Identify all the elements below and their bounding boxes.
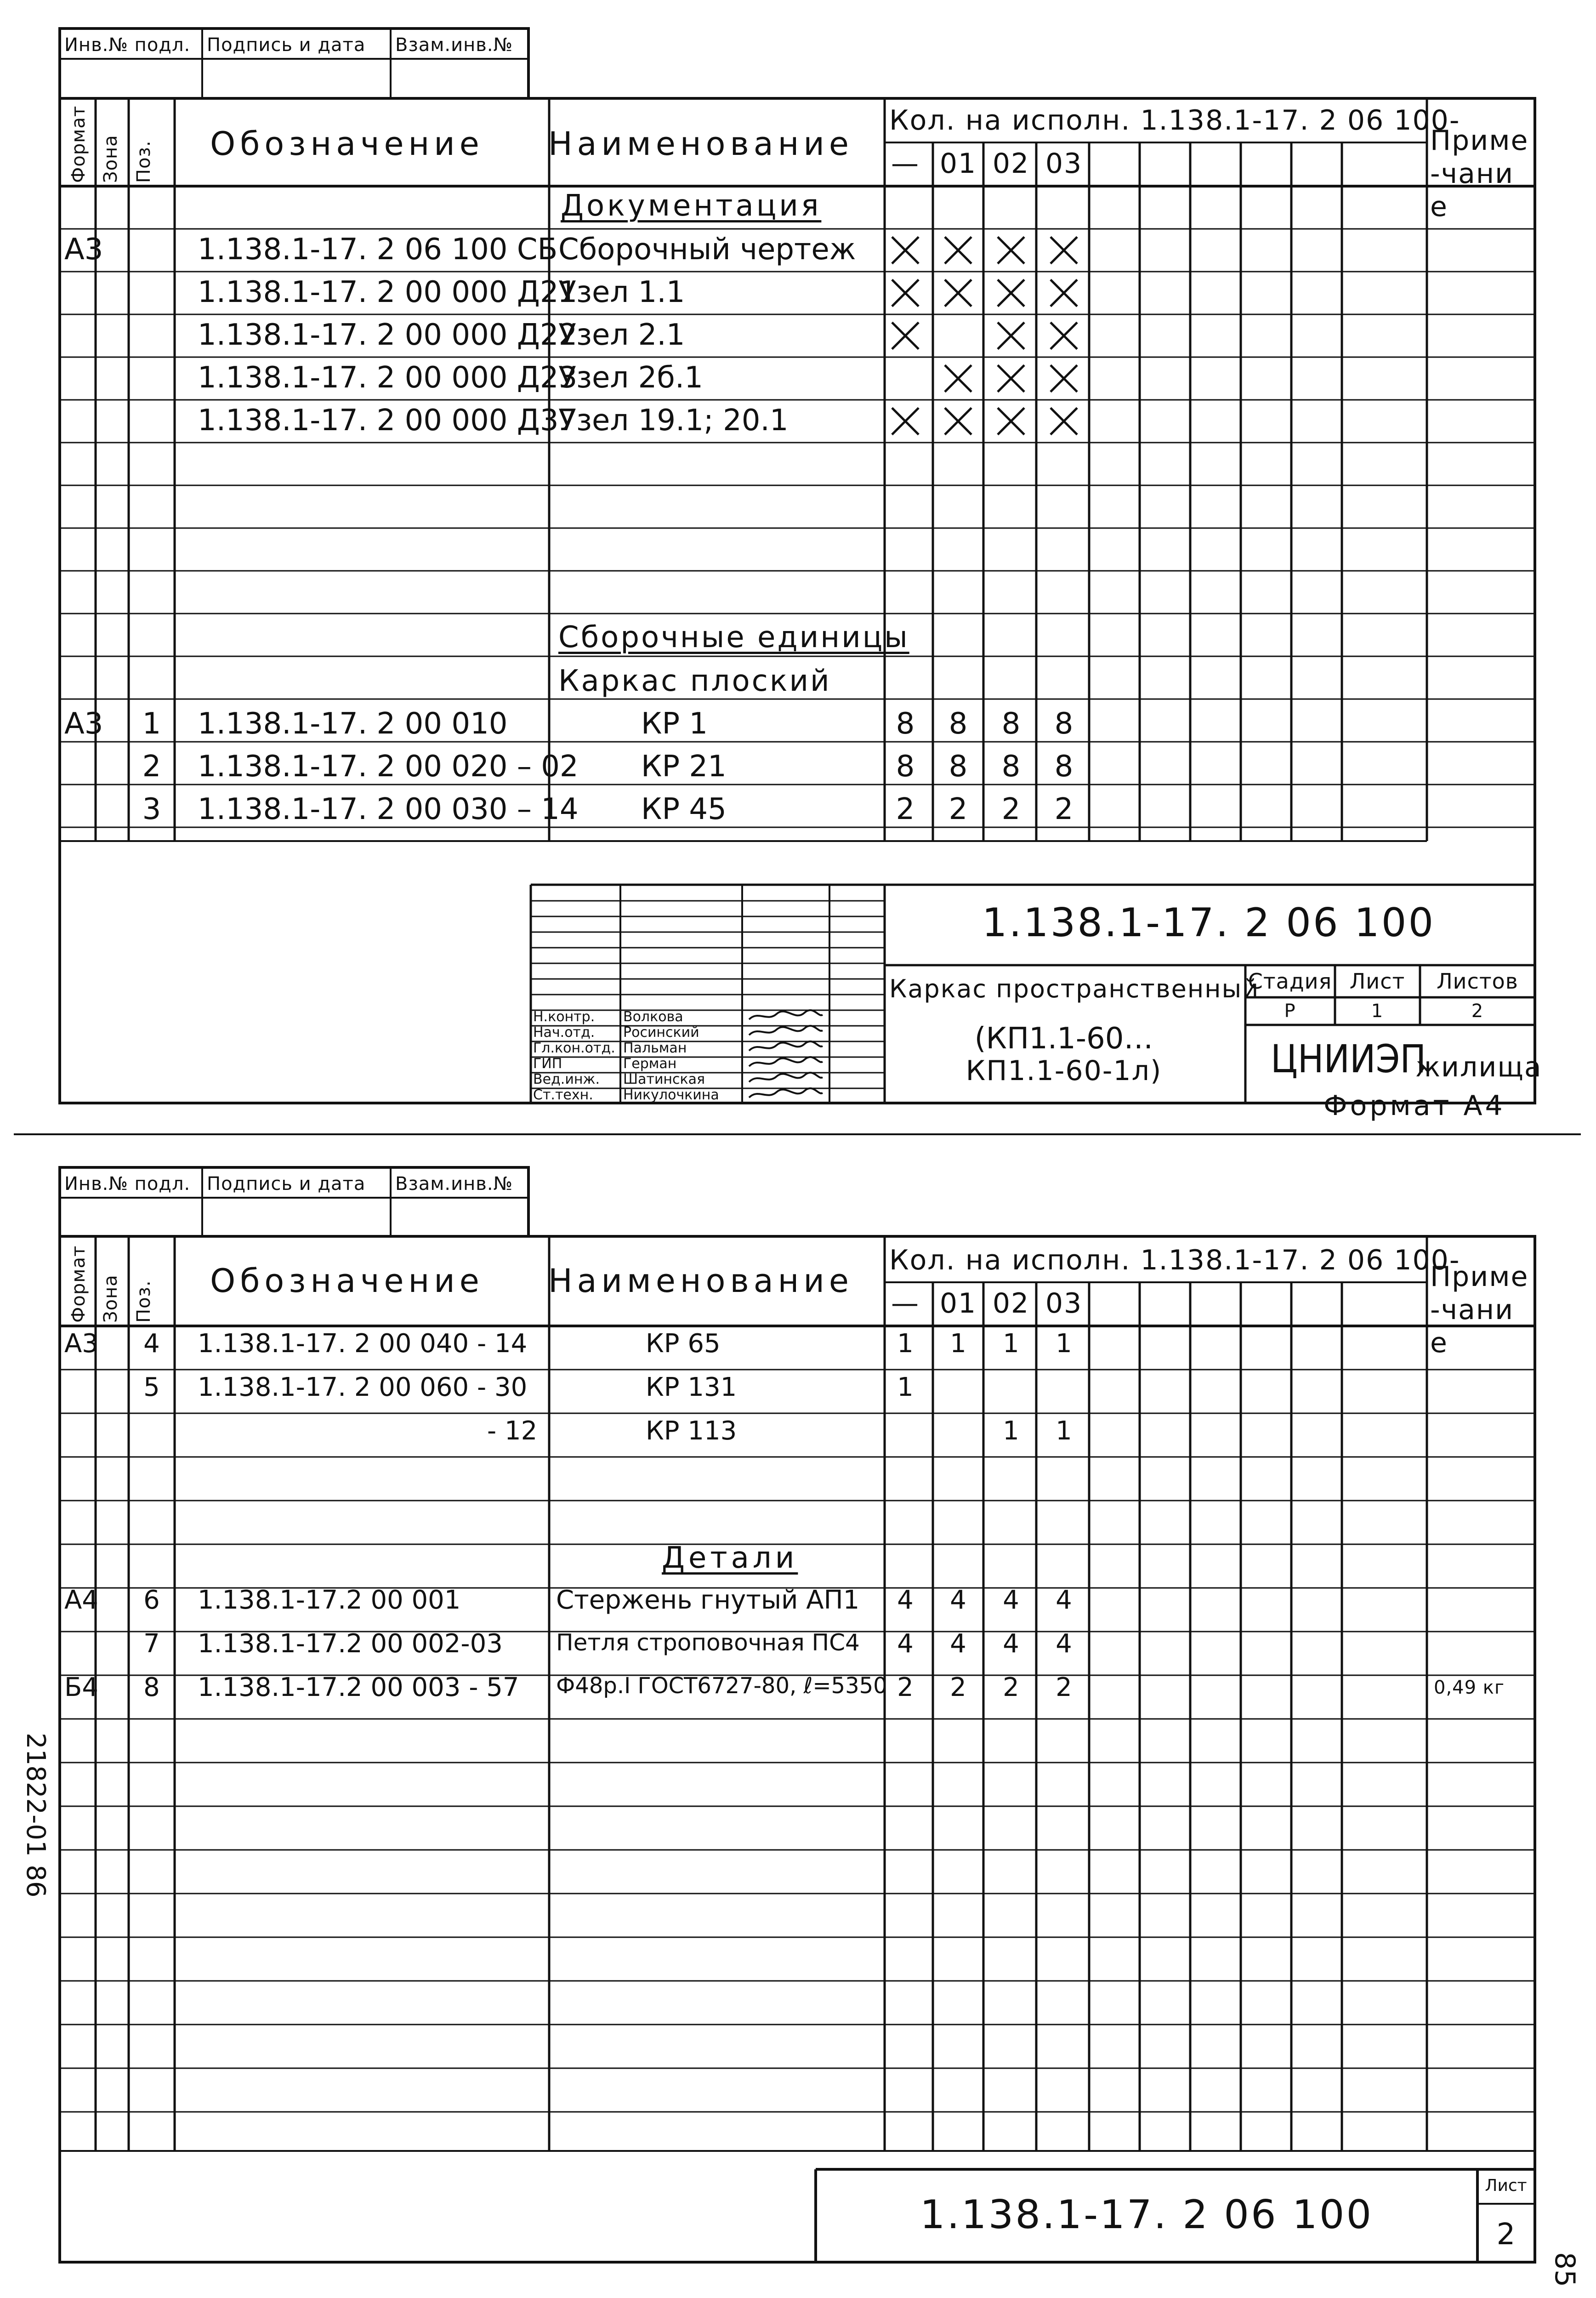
unit-row-name: КР 131 bbox=[646, 1372, 737, 1402]
section-details: Детали bbox=[662, 1541, 798, 1575]
cross-mark-icon bbox=[1048, 234, 1080, 267]
header-name: Наименование bbox=[548, 125, 853, 163]
cross-mark-icon bbox=[942, 234, 974, 267]
title-block-sheets-label: Листов bbox=[1437, 969, 1518, 994]
signature-role: ГИП bbox=[533, 1056, 562, 1072]
doc-row-name: Узел 2.1 bbox=[558, 318, 685, 352]
cross-mark-icon bbox=[995, 277, 1027, 309]
handwritten-signature-icon bbox=[744, 1008, 827, 1024]
title-block-sheet-label: Лист bbox=[1485, 2176, 1527, 2195]
unit-row-qty: 1 bbox=[1003, 1329, 1019, 1359]
cross-mark-icon bbox=[889, 277, 921, 309]
doc-row-designation: 1.138.1-17. 2 00 000 Д21 bbox=[198, 275, 578, 309]
handwritten-signature-icon bbox=[744, 1040, 827, 1055]
stamp-inv-label: Инв.№ подл. bbox=[64, 1173, 191, 1195]
header-designation: Обозначение bbox=[210, 1262, 484, 1300]
title-block-code: 1.138.1-17. 2 06 100 bbox=[982, 900, 1436, 946]
cross-mark-icon bbox=[1048, 320, 1080, 352]
header-note: Приме-чание bbox=[1430, 125, 1529, 223]
cross-mark-icon bbox=[942, 363, 974, 395]
header-variant-01: 01 bbox=[939, 148, 977, 180]
detail-row-qty: 4 bbox=[1056, 1629, 1072, 1659]
signature-name: Волкова bbox=[623, 1009, 683, 1025]
title-block-title-line2: (КП1.1-60… bbox=[974, 1022, 1153, 1056]
signature-name: Росинский bbox=[623, 1024, 699, 1041]
section-flat-frame: Каркас плоский bbox=[558, 664, 831, 698]
cross-mark-icon bbox=[995, 363, 1027, 395]
unit-row-qty: 8 bbox=[1001, 707, 1021, 741]
unit-row-qty: 1 bbox=[897, 1372, 914, 1402]
cross-mark-icon bbox=[889, 234, 921, 267]
doc-row-designation: 1.138.1-17. 2 00 000 Д22 bbox=[198, 318, 578, 352]
detail-row-qty: 4 bbox=[1056, 1585, 1072, 1615]
unit-row-designation: 1.138.1-17. 2 00 060 - 30 bbox=[198, 1372, 528, 1402]
title-block-stage-label: Стадия bbox=[1248, 969, 1332, 994]
unit-row-qty: 8 bbox=[1001, 750, 1021, 784]
title-block-sheets: 2 bbox=[1471, 1001, 1484, 1022]
title-block-org-suffix: жилища bbox=[1415, 1051, 1542, 1083]
page-number: 85 bbox=[1549, 2252, 1581, 2287]
cross-mark-icon bbox=[889, 405, 921, 438]
unit-row-designation: 1.138.1-17. 2 00 030 – 14 bbox=[198, 792, 579, 826]
header-pos: Поз. bbox=[133, 1280, 154, 1323]
handwritten-signature-icon bbox=[744, 1055, 827, 1071]
header-pos: Поз. bbox=[133, 140, 154, 183]
cross-mark-icon bbox=[995, 405, 1027, 438]
unit-row-designation: 1.138.1-17. 2 00 040 - 14 bbox=[198, 1329, 528, 1359]
doc-row-name: Узел 19.1; 20.1 bbox=[558, 404, 789, 438]
title-block-sheet: 1 bbox=[1371, 1001, 1384, 1022]
header-variant-02: 02 bbox=[992, 148, 1030, 180]
detail-row-qty: 2 bbox=[1003, 1672, 1019, 1702]
unit-row-format: А3 bbox=[64, 707, 103, 741]
unit-row-name: КР 1 bbox=[641, 707, 708, 741]
unit-row-designation: 1.138.1-17. 2 00 020 – 02 bbox=[198, 750, 579, 784]
format-label: Формат А4 bbox=[1323, 1090, 1505, 1122]
unit-row-qty: 8 bbox=[949, 707, 968, 741]
signature-name: Шатинская bbox=[623, 1071, 705, 1087]
doc-row-name: Узел 2б.1 bbox=[558, 361, 703, 395]
unit-row-qty: 2 bbox=[949, 792, 968, 826]
cross-mark-icon bbox=[1048, 277, 1080, 309]
title-block-title-line3: КП1.1-60-1л) bbox=[966, 1055, 1162, 1087]
unit-row-qty: 1 bbox=[1056, 1416, 1072, 1446]
unit-row-qty: 1 bbox=[1003, 1416, 1019, 1446]
header-variant-base: — bbox=[891, 1287, 920, 1320]
unit-row-qty: 8 bbox=[1054, 707, 1073, 741]
unit-row-pos: 2 bbox=[142, 750, 161, 784]
header-variant-base: — bbox=[891, 148, 920, 180]
header-variant-03: 03 bbox=[1045, 148, 1083, 180]
doc-row-name: Узел 1.1 bbox=[558, 275, 685, 309]
unit-row-name: КР 65 bbox=[646, 1329, 721, 1359]
detail-row-name: Петля строповочная ПС4 bbox=[556, 1629, 860, 1656]
header-note: Приме-чание bbox=[1430, 1261, 1529, 1359]
cross-mark-icon bbox=[1048, 363, 1080, 395]
unit-row-format: А3 bbox=[64, 1329, 98, 1359]
detail-row-name: Стержень гнутый АП1 bbox=[556, 1585, 860, 1615]
unit-row-name: КР 113 bbox=[646, 1416, 737, 1446]
header-zone: Зона bbox=[100, 135, 121, 183]
handwritten-signature-icon bbox=[744, 1024, 827, 1040]
unit-row-qty: 2 bbox=[1001, 792, 1021, 826]
header-format: Формат bbox=[68, 1245, 89, 1323]
doc-row-name: Сборочный чертеж bbox=[558, 233, 856, 267]
header-qty-title: Кол. на исполн. 1.138.1-17. 2 06 100- bbox=[889, 104, 1460, 137]
title-block-stage: Р bbox=[1284, 1001, 1296, 1022]
signature-role: Нач.отд. bbox=[533, 1024, 595, 1041]
detail-row-pos: 8 bbox=[143, 1672, 160, 1702]
detail-row-designation: 1.138.1-17.2 00 003 - 57 bbox=[198, 1672, 519, 1702]
unit-row-qty: 8 bbox=[896, 750, 915, 784]
doc-row-designation: 1.138.1-17. 2 00 000 Д23 bbox=[198, 361, 578, 395]
stamp-sign-label: Подпись и дата bbox=[207, 34, 366, 56]
stamp-sign-label: Подпись и дата bbox=[207, 1173, 366, 1195]
title-block-title-line1: Каркас пространственный bbox=[889, 974, 1260, 1003]
unit-row-name: КР 45 bbox=[641, 792, 727, 826]
unit-row-pos: 3 bbox=[142, 792, 161, 826]
title-block-code: 1.138.1-17. 2 06 100 bbox=[920, 2192, 1374, 2238]
handwritten-signature-icon bbox=[744, 1086, 827, 1102]
detail-row-qty: 4 bbox=[897, 1629, 914, 1659]
detail-row-qty: 4 bbox=[950, 1585, 966, 1615]
handwritten-signature-icon bbox=[744, 1071, 827, 1086]
header-format: Формат bbox=[68, 105, 89, 183]
detail-row-designation: 1.138.1-17.2 00 001 bbox=[198, 1585, 461, 1615]
unit-row-pos: 4 bbox=[143, 1329, 160, 1359]
header-variant-03: 03 bbox=[1045, 1287, 1083, 1320]
detail-row-designation: 1.138.1-17.2 00 002-03 bbox=[198, 1629, 503, 1659]
detail-row-qty: 4 bbox=[897, 1585, 914, 1615]
detail-row-format: А4 bbox=[64, 1585, 98, 1615]
unit-row-designation: 1.138.1-17. 2 00 010 bbox=[198, 707, 508, 741]
unit-row-qty: 8 bbox=[896, 707, 915, 741]
unit-row-qty: 2 bbox=[896, 792, 915, 826]
signature-role: Вед.инж. bbox=[533, 1071, 600, 1087]
cross-mark-icon bbox=[942, 405, 974, 438]
unit-row-name: КР 21 bbox=[641, 750, 727, 784]
margin-stamp: 21822-01 86 bbox=[21, 1733, 51, 1898]
unit-row-qty: 1 bbox=[950, 1329, 966, 1359]
signature-name: Герман bbox=[623, 1056, 677, 1072]
detail-row-format: Б4 bbox=[64, 1672, 99, 1702]
detail-row-pos: 6 bbox=[143, 1585, 160, 1615]
cross-mark-icon bbox=[995, 320, 1027, 352]
title-block-org: ЦНИИЭП bbox=[1271, 1036, 1426, 1081]
title-block-sheet: 2 bbox=[1496, 2218, 1516, 2252]
unit-row-designation: - 12 bbox=[487, 1416, 538, 1446]
unit-row-qty: 1 bbox=[897, 1329, 914, 1359]
signature-role: Гл.кон.отд. bbox=[533, 1040, 615, 1056]
doc-row-designation: 1.138.1-17. 2 00 000 Д37 bbox=[198, 404, 578, 438]
unit-row-qty: 2 bbox=[1054, 792, 1073, 826]
header-variant-02: 02 bbox=[992, 1287, 1030, 1320]
cross-mark-icon bbox=[995, 234, 1027, 267]
cross-mark-icon bbox=[889, 320, 921, 352]
stamp-inv-label: Инв.№ подл. bbox=[64, 34, 191, 56]
header-zone: Зона bbox=[100, 1274, 121, 1323]
detail-row-qty: 4 bbox=[950, 1629, 966, 1659]
unit-row-pos: 1 bbox=[142, 707, 161, 741]
unit-row-pos: 5 bbox=[143, 1372, 160, 1402]
signature-role: Ст.техн. bbox=[533, 1087, 593, 1103]
title-block-sheet-label: Лист bbox=[1349, 969, 1405, 994]
section-assembly-units: Сборочные единицы bbox=[558, 620, 909, 654]
stamp-replace-label: Взам.инв.№ bbox=[395, 34, 513, 56]
signature-name: Пальман bbox=[623, 1040, 687, 1056]
section-documentation: Документация bbox=[561, 189, 822, 223]
unit-row-qty: 8 bbox=[949, 750, 968, 784]
header-designation: Обозначение bbox=[210, 125, 484, 163]
doc-row-format: А3 bbox=[64, 233, 103, 267]
detail-row-qty: 2 bbox=[950, 1672, 966, 1702]
header-qty-title: Кол. на исполн. 1.138.1-17. 2 06 100- bbox=[889, 1244, 1460, 1276]
detail-row-qty: 4 bbox=[1003, 1585, 1019, 1615]
unit-row-qty: 8 bbox=[1054, 750, 1073, 784]
detail-row-qty: 2 bbox=[1056, 1672, 1072, 1702]
cross-mark-icon bbox=[942, 277, 974, 309]
signature-role: Н.контр. bbox=[533, 1009, 595, 1025]
stamp-replace-label: Взам.инв.№ bbox=[395, 1173, 513, 1195]
unit-row-qty: 1 bbox=[1056, 1329, 1072, 1359]
doc-row-designation: 1.138.1-17. 2 06 100 СБ bbox=[198, 233, 558, 267]
cross-mark-icon bbox=[1048, 405, 1080, 438]
detail-row-name: Ф48р.I ГОСТ6727-80, ℓ=5350 bbox=[556, 1673, 887, 1699]
header-name: Наименование bbox=[548, 1262, 853, 1300]
detail-row-qty: 4 bbox=[1003, 1629, 1019, 1659]
signature-name: Никулочкина bbox=[623, 1087, 719, 1103]
detail-row-qty: 2 bbox=[897, 1672, 914, 1702]
detail-row-pos: 7 bbox=[143, 1629, 160, 1659]
detail-row-note: 0,49 кг bbox=[1434, 1677, 1505, 1698]
header-variant-01: 01 bbox=[939, 1287, 977, 1320]
